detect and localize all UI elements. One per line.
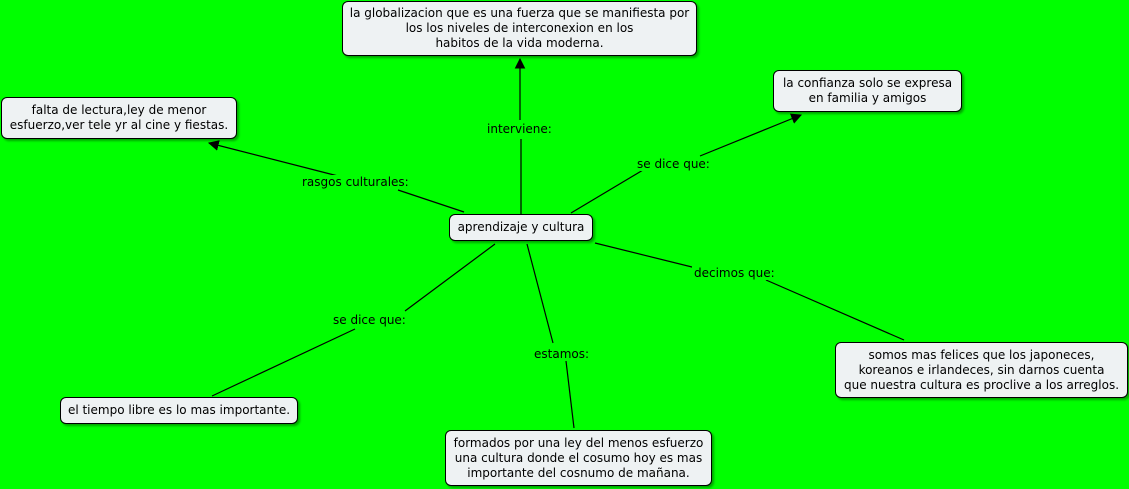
concept-node-tiempo-libre[interactable]: el tiempo libre es lo mas importante. xyxy=(60,397,298,424)
concept-node-center[interactable]: aprendizaje y cultura xyxy=(449,214,593,241)
edge-sedicequeright-confianza xyxy=(700,115,801,156)
concept-node-lectura[interactable]: falta de lectura,ley de menor esfuerzo,ver tele yr al cine y fiestas. xyxy=(1,97,237,139)
link-label-decimos-que: decimos que: xyxy=(694,266,775,280)
link-label-estamos: estamos: xyxy=(534,347,590,361)
concept-node-felices[interactable]: somos mas felices que los japoneces, koreanos e irlandeces, sin darnos cuenta que nuestra cultura es proclive a los arreglos. xyxy=(835,342,1128,398)
link-label-interviene: interviene: xyxy=(487,122,552,136)
link-label-se-dice-que-right: se dice que: xyxy=(637,157,710,171)
edge-sedicequeleft-tiempo xyxy=(212,329,355,396)
edge-decimos-felices xyxy=(766,280,904,340)
edge-rasgos-lectura xyxy=(209,143,338,176)
concept-node-globalizacion[interactable]: la globalizacion que es una fuerza que se manifiesta por los los niveles de interconexion en los habitos de la vida moderna. xyxy=(342,1,697,56)
edge-center-sedicequeleft xyxy=(405,244,495,311)
edge-center-rasgos xyxy=(398,190,464,212)
link-label-rasgos-culturales: rasgos culturales: xyxy=(302,175,409,189)
edge-center-estamos xyxy=(527,244,553,343)
concept-node-esfuerzo[interactable]: formados por una ley del menos esfuerzo una cultura donde el cosumo hoy es mas importante del cosnumo de mañana. xyxy=(445,430,712,486)
edge-estamos-esfuerzo xyxy=(566,361,574,428)
link-label-se-dice-que-left: se dice que: xyxy=(333,313,406,327)
concept-node-confianza[interactable]: la confianza solo se expresa en familia y amigos xyxy=(773,70,962,112)
edge-center-sedicequeright xyxy=(571,170,643,213)
edge-center-decimos xyxy=(595,243,696,268)
